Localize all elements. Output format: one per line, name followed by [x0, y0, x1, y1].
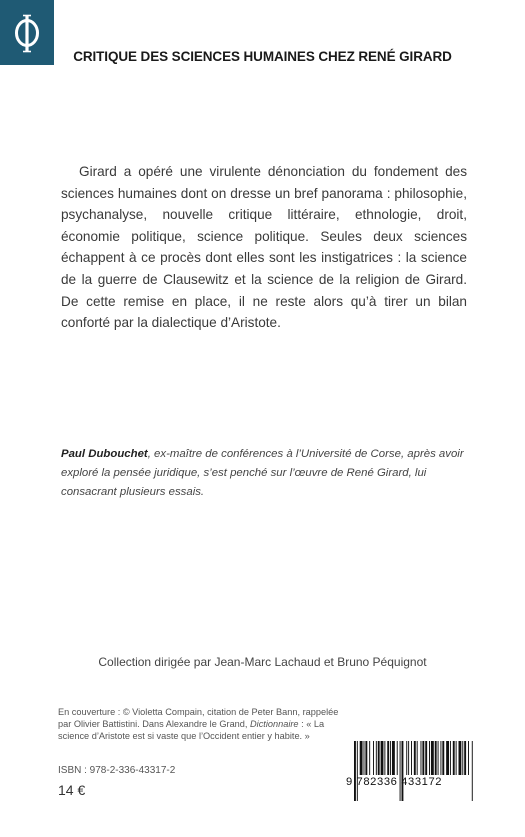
- author-bio: [61, 445, 471, 502]
- barcode-bar: [417, 741, 418, 775]
- barcode: [354, 741, 474, 801]
- credits-dictionnaire: Dictionnaire: [250, 719, 299, 729]
- barcode-bar: [400, 741, 401, 801]
- barcode-bar: [459, 741, 462, 775]
- barcode-bar: [429, 741, 430, 775]
- barcode-bar: [390, 741, 391, 775]
- barcode-bar: [365, 741, 367, 775]
- barcode-bar: [354, 741, 356, 801]
- author-name: Paul Dubouchet: [61, 448, 148, 460]
- barcode-bar: [360, 741, 363, 775]
- barcode-bar: [464, 741, 466, 775]
- barcode-bar: [406, 741, 407, 775]
- barcode-bar: [421, 741, 422, 775]
- author-bio-text: , ex-maître de conférences à l’Université de Corse, après avoir exploré la pensée juridique, s’est penché sur l’œuvre de René Girard, lui consacrant plusieurs essais.: [61, 448, 464, 498]
- price: 14 €: [58, 782, 86, 798]
- barcode-bar: [450, 741, 451, 775]
- barcode-bar: [408, 741, 409, 775]
- barcode-bar: [384, 741, 385, 775]
- collection-directors: Collection dirigée par Jean-Marc Lachaud et Bruno Péquignot: [98, 655, 427, 669]
- barcode-bar: [422, 741, 424, 775]
- barcode-bar: [425, 741, 427, 775]
- barcode-bar: [414, 741, 416, 775]
- barcode-bar: [446, 741, 449, 775]
- credits-quote: : « La science d’Aristote est si vaste que l’Occident entier y habite. »: [58, 719, 325, 741]
- series-title: CRITIQUE DES SCIENCES HUMAINES CHEZ RENÉ GIRARD: [73, 49, 452, 64]
- barcode-bar: [381, 741, 384, 775]
- back-cover-blurb: Girard a opéré une virulente dénonciation du fondement des sciences humaines dont on dresse un bref panorama : philosophie, psychanalyse, nouvelle critique littéraire, ethnologie, droit, économie politique, science politique. Seules deux sciences échappent à ce procès dont elles sont les instigatrices : la science de la guerre de Clausewitz et la science de la religion de Girard. De cette remise en place, il ne reste alors qu’à tirer un bilan conforté par la dialectique d’Aristote.: [61, 164, 467, 331]
- barcode-bar: [411, 741, 412, 775]
- barcode-bar: [364, 741, 365, 775]
- barcode-bar: [387, 741, 389, 775]
- barcode-bar: [402, 741, 404, 801]
- barcode-bar: [472, 741, 473, 801]
- barcode-bar: [442, 741, 444, 775]
- cover-credits: [58, 706, 348, 742]
- barcode-bar: [376, 741, 377, 775]
- barcode-bar: [373, 741, 374, 775]
- barcode-bar: [397, 741, 398, 775]
- isbn: ISBN : 978-2-336-43317-2: [58, 765, 176, 776]
- barcode-digits: 9 782336 433172: [346, 776, 443, 788]
- barcode-bar: [462, 741, 463, 775]
- barcode-bar: [431, 741, 434, 775]
- barcode-bar: [357, 741, 358, 801]
- barcode-bar: [453, 741, 455, 775]
- barcode-bar: [378, 741, 380, 775]
- barcode-bar: [369, 741, 370, 775]
- barcode-bar: [392, 741, 395, 775]
- barcode-bar: [438, 741, 439, 775]
- barcode-bar: [440, 741, 441, 775]
- barcode-bar: [435, 741, 437, 775]
- credits-intro: En couverture : © Violetta Compain, citation de Peter Bann, rappelée par Olivier Battistini. Dans Alexandre le Grand,: [58, 707, 339, 729]
- barcode-bar: [456, 741, 457, 775]
- barcode-bar: [468, 741, 469, 775]
